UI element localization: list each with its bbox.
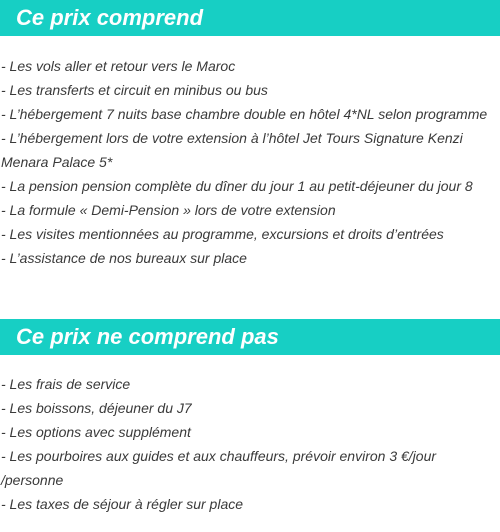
price-excludes-list xyxy=(1,372,497,516)
section-header-price-includes: Ce prix comprend xyxy=(0,0,500,36)
list-item: - La pension pension complète du dîner du jour 1 au petit-déjeuner du jour 8 xyxy=(1,178,473,194)
list-item: - L’assistance de nos bureaux sur place xyxy=(1,250,247,266)
list-item: - La formule « Demi-Pension » lors de votre extension xyxy=(1,202,336,218)
list-item: - L’hébergement 7 nuits base chambre double en hôtel 4*NL selon programme xyxy=(1,106,488,122)
list-item: - Les taxes de séjour à régler sur place xyxy=(1,496,244,512)
section-header-price-excludes: Ce prix ne comprend pas xyxy=(0,319,500,355)
list-item: - Les boissons, déjeuner du J7 xyxy=(1,400,192,416)
price-includes-list xyxy=(1,54,497,270)
list-item: - Les visites mentionnées au programme, excursions et droits d’entrées xyxy=(1,226,444,242)
list-item: - Les frais de service xyxy=(1,376,131,392)
list-item: - Les options avec supplément xyxy=(1,424,191,440)
list-item: - Les pourboires aux guides et aux chauffeurs, prévoir environ 3 €/jour /personne xyxy=(1,448,437,488)
list-item: - L’hébergement lors de votre extension à l’hôtel Jet Tours Signature Kenzi Menara Palace 5* xyxy=(1,130,463,170)
list-item: - Les transferts et circuit en minibus ou bus xyxy=(1,82,268,98)
list-item: - Les vols aller et retour vers le Maroc xyxy=(1,58,236,74)
